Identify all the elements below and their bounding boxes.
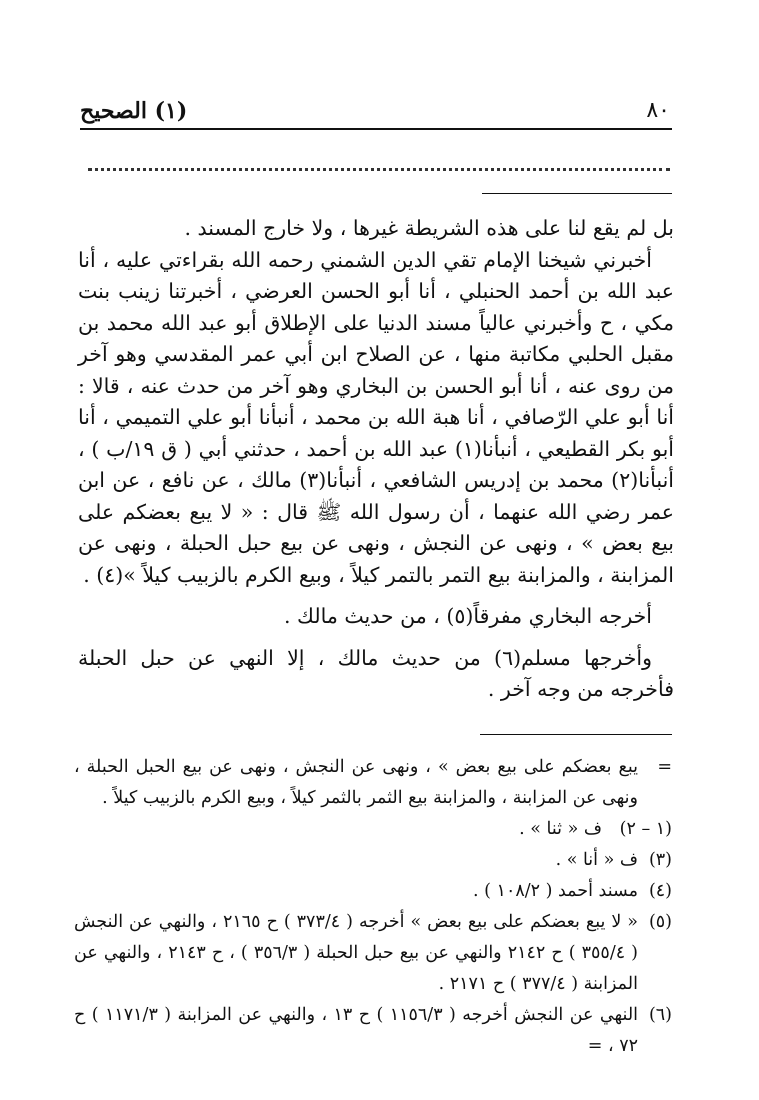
footnote-label: (٦) xyxy=(648,1005,672,1025)
footnote xyxy=(74,814,672,845)
footnote xyxy=(74,845,672,876)
footnote-label: = xyxy=(657,757,672,777)
footnote-rule xyxy=(480,734,672,735)
footnote-text: ف « أنا » . xyxy=(555,850,638,870)
paragraph: وأخرجها مسلم(٦) من حديث مالك ، إلا النهي عن حبل الحبلة فأخرجه من وجه آخر . xyxy=(78,645,674,701)
header-rule xyxy=(80,128,672,130)
footnote-text: النهي عن النجش أخرجه ( ١١٥٦/٣ ) ح ١٣ ، والنهي عن المزابنة ( ١١٧١/٣ ) ح ٧٢ ، = xyxy=(74,1005,639,1056)
footnote xyxy=(74,907,672,1000)
footnote xyxy=(74,752,672,814)
footnote-text: يبع بعضكم على بيع بعض » ، ونهى عن النجش ، ونهى عن بيع الحبل الحبلة ، ونهى عن المزابنة ، والمزابنة بيع الثمر بالثمر كيلاً ، وبيع الكرم بالزبيب كيلاً . xyxy=(74,757,638,808)
dotted-separator xyxy=(88,156,670,171)
footnote-text: ف « ثنا » . xyxy=(519,819,602,839)
page-number: ٨٠ xyxy=(646,98,670,123)
footnote xyxy=(74,876,672,907)
main-text xyxy=(78,213,674,706)
page-header xyxy=(80,98,670,128)
footnote-label: (٤) xyxy=(648,881,672,901)
paragraph: أخبرني شيخنا الإمام تقي الدين الشمني رحمه الله بقراءتي عليه ، أنا عبد الله بن أحمد الحنبلي ، أنا أبو الحسن العرضي ، أخبرتنا زينب بنت مكي ، ح وأخبرني عالياً مسند الدنيا على الإطلاق أبو عبد الله محمد بن مقبل الحلبي مكاتبة منها ، عن الصلاح ابن أبي عمر المقدسي وهو آخر من روى عنه ، أنا أبو الحسن بن البخاري وهو آخر من حدث عنه ، قالا : أنا أبو علي الرّصافي ، أنا هبة الله بن محمد ، أنبأنا أبو علي التميمي ، أنا أبو بكر القطيعي ، أنبأنا(١) عبد الله بن أحمد ، حدثني أبي ( ق ١٩/ب ) ، أنبأنا(٢) محمد بن إدريس الشافعي ، أنبأنا(٣) مالك ، عن نافع ، عن ابن عمر رضي الله عنهما ، أن رسول الله ﷺ قال : « لا يبع بعضكم على بيع بعض » ، ونهى عن النجش ، ونهى عن بيع حبل الحبلة ، ونهى عن المزابنة ، والمزابنة بيع التمر بالتمر كيلاً ، وبيع الكرم بالزبيب كيلاً »(٤) . xyxy=(78,247,675,587)
running-title: (١) الصحيح xyxy=(80,98,188,124)
paragraph: أخرجه البخاري مفرقاً(٥) ، من حديث مالك . xyxy=(284,604,652,628)
footnote-text: مسند أحمد ( ١٠٨/٢ ) . xyxy=(473,881,638,901)
footnotes xyxy=(74,752,672,1062)
footnote-label: (٣) xyxy=(648,850,672,870)
footnote-label: (١ – ٢) xyxy=(619,819,672,839)
footnote-text: « لا يبع بعضكم على بيع بعض » أخرجه ( ٣٧٣/٤ ) ح ٢١٦٥ ، والنهي عن النجش ( ٣٥٥/٤ ) ح ٢١٤٢ والنهي عن بيع حبل الحبلة ( ٣٥٦/٣ ) ، ح ٢١٤٣ ، والنهي عن المزابنة ( ٣٧٧/٤ ) ح ٢١٧١ . xyxy=(74,912,639,994)
paragraph: بل لم يقع لنا على هذه الشريطة غيرها ، ولا خارج المسند . xyxy=(184,216,674,240)
footnote-label: (٥) xyxy=(648,912,672,932)
footnote xyxy=(74,1000,672,1062)
section-rule xyxy=(482,193,672,194)
